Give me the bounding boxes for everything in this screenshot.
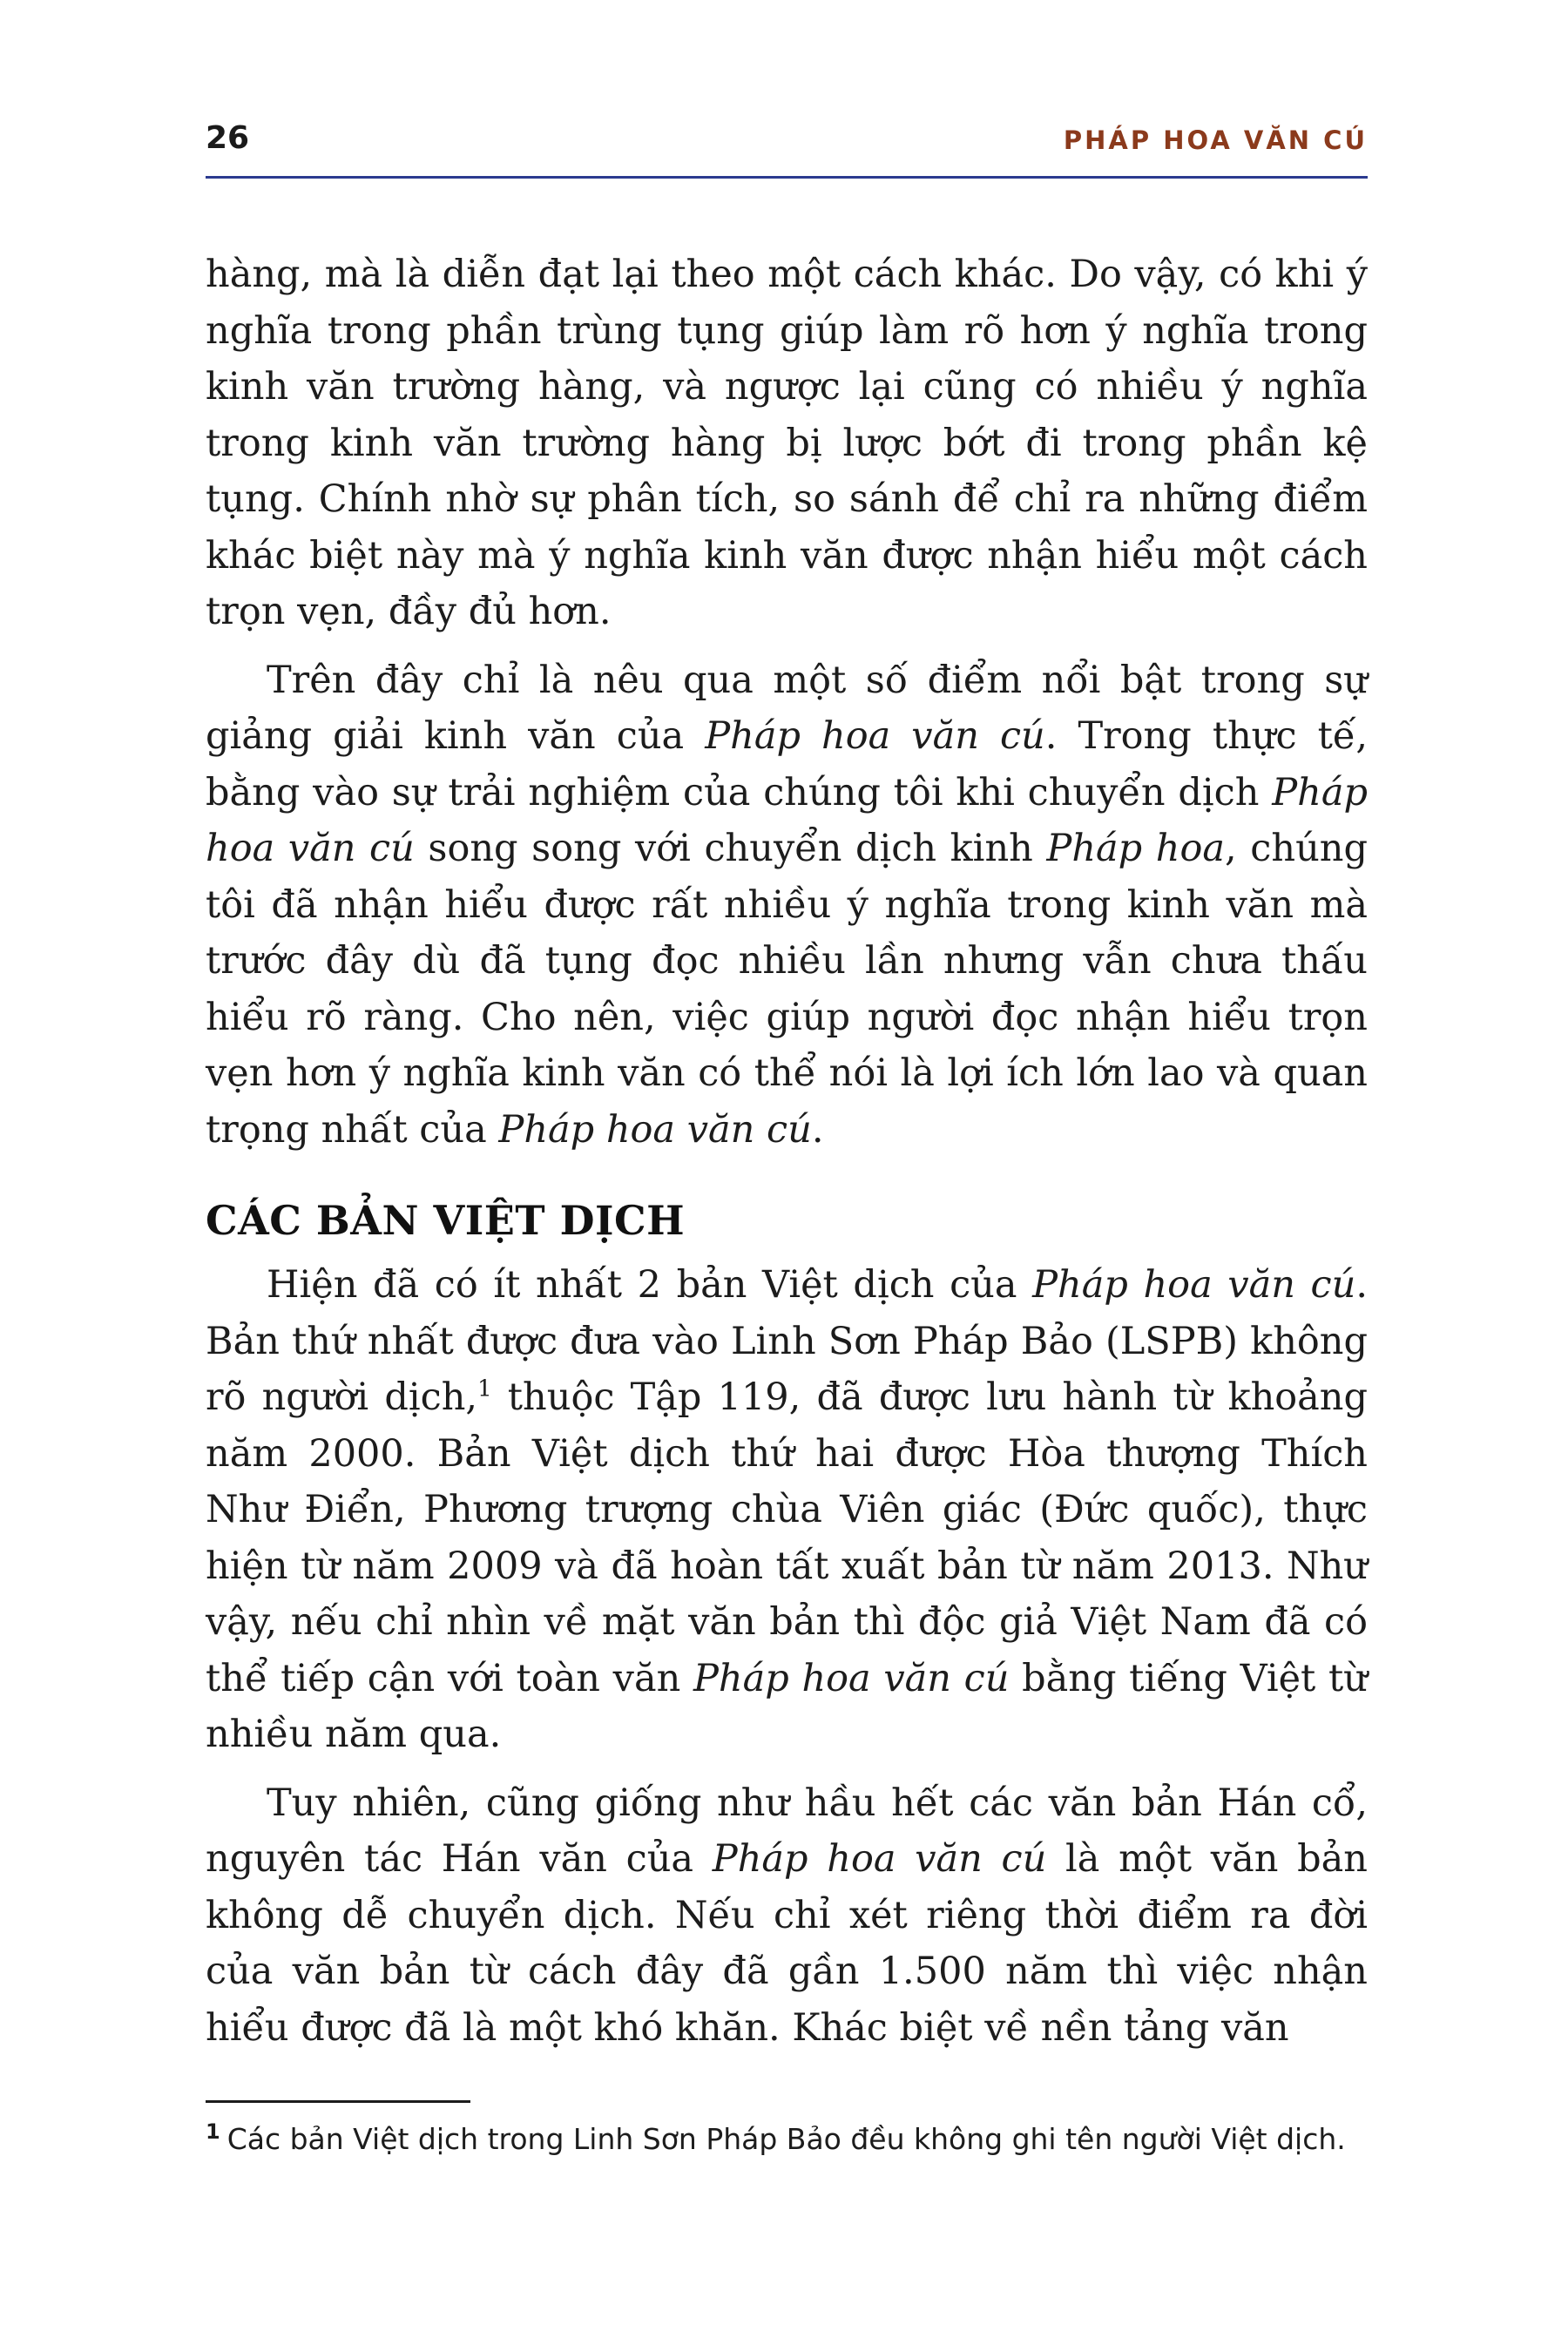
page-number: 26 <box>206 120 250 156</box>
paragraph-continued: hàng, mà là diễn đạt lại theo một cách khác. Do vậy, có khi ý nghĩa trong phần trùng tụng giúp làm rõ hơn ý nghĩa trong kinh văn trường hàng, và ngược lại cũng có nhiều ý nghĩa trong kinh văn trường hàng bị lược bớt đi trong phần kệ tụng. Chính nhờ sự phân tích, so sánh để chỉ ra những điểm khác biệt này mà ý nghĩa kinh văn được nhận hiểu một cách trọn vẹn, đầy đủ hơn. <box>206 253 1368 633</box>
text-run: . Bản thứ nhất được đưa vào Linh Sơn Pháp Bảo (LSPB) không rõ người dịch, <box>206 1263 1368 1419</box>
footnote-reference[interactable]: 1 <box>477 1375 492 1402</box>
italic-title: Pháp hoa văn cú <box>705 714 1045 758</box>
footnote-mark: 1 <box>206 2119 220 2144</box>
italic-title: Pháp hoa văn cú <box>498 1107 812 1152</box>
text-run: , chúng tôi đã nhận hiểu được rất nhiều ý nghĩa trong kinh văn mà trước đây dù đã tụng đọc nhiều lần nhưng vẫn chưa thấu hiểu rõ ràng. Cho nên, việc giúp người đọc nhận hiểu trọn vẹn hơn ý nghĩa kinh văn có thể nói là lợi ích lớn lao và quan trọng nhất của <box>206 827 1368 1152</box>
footnote-text: Các bản Việt dịch trong Linh Sơn Pháp Bảo đều không ghi tên người Việt dịch. <box>226 2122 1346 2156</box>
paragraph-highlights <box>206 652 1368 1159</box>
section-heading: CÁC BẢN VIỆT DỊCH <box>206 1197 686 1244</box>
text-run: . <box>811 1107 824 1152</box>
italic-title: Pháp hoa văn cú <box>712 1837 1047 1881</box>
running-title: PHÁP HOA VĂN CÚ <box>1063 125 1368 155</box>
text-run: song song với chuyển dịch kinh <box>414 827 1047 870</box>
text-run: Hiện đã có ít nhất 2 bản Việt dịch của <box>267 1263 1033 1307</box>
paragraph-difficulty <box>206 1775 1368 2057</box>
italic-title: Pháp hoa <box>1046 827 1226 870</box>
italic-title: Pháp hoa văn cú <box>693 1656 1010 1700</box>
text-run: Tuy nhiên, cũng giống như hầu hết các văn bản Hán cổ, nguyên tác Hán văn của <box>206 1781 1368 1881</box>
body-text <box>206 247 1368 2056</box>
italic-title: Pháp hoa văn cú <box>206 770 1368 870</box>
footnote-rule <box>206 2100 470 2103</box>
header-rule <box>206 176 1368 179</box>
page-header <box>206 120 1368 172</box>
text-run: thuộc Tập 119, đã được lưu hành từ khoảng năm 2000. Bản Việt dịch thứ hai được Hòa thượng Thích Như Điển, Phương trượng chùa Viên giác (Đức quốc), thực hiện từ năm 2009 và đã hoàn tất xuất bản từ năm 2013. Như vậy, nếu chỉ nhìn về mặt văn bản thì độc giả Việt Nam đã có thể tiếp cận với toàn văn <box>206 1375 1369 1700</box>
italic-title: Pháp hoa văn cú <box>1032 1263 1356 1307</box>
footnote <box>206 2119 1368 2160</box>
text-run: Trên đây chỉ là nêu qua một số điểm nổi bật trong sự giảng giải kinh văn của <box>206 658 1368 758</box>
text-run: bằng tiếng Việt từ nhiều năm qua. <box>206 1656 1368 1756</box>
text-run: . Trong thực tế, bằng vào sự trải nghiệm của chúng tôi khi chuyển dịch <box>206 714 1369 814</box>
text-run: là một văn bản không dễ chuyển dịch. Nếu chỉ xét riêng thời điểm ra đời của văn bản từ cách đây đã gần 1.500 năm thì việc nhận hiểu được đã là một khó khăn. Khác biệt về nền tảng văn <box>206 1837 1368 2050</box>
paragraph-translations <box>206 1257 1368 1763</box>
